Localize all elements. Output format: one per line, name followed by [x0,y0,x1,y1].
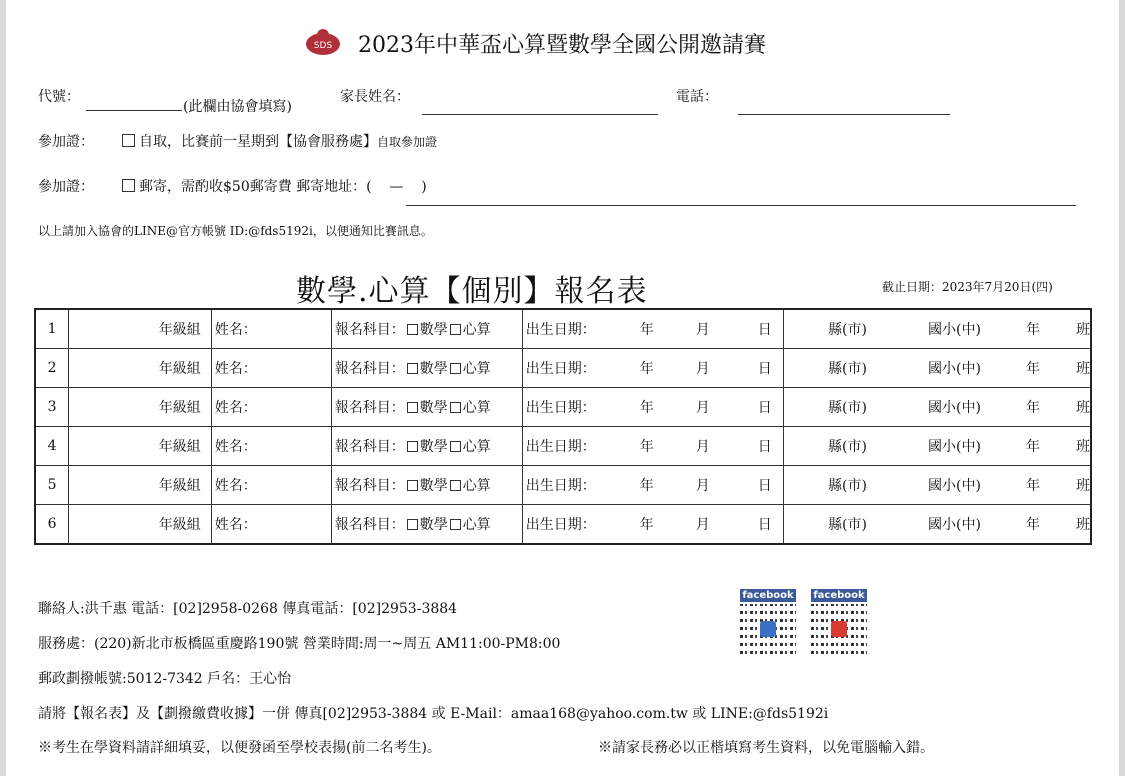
school-cell[interactable]: 縣(市) 國小(中) 年 班 [784,388,1092,427]
subject-cell: 報名科目： 數學 心算 [331,388,522,427]
parent-name-label: 家長姓名： [340,89,410,105]
table-row [35,349,1091,388]
row-number: 6 [35,505,69,545]
deadline: 截止日期：2023年7月20日(四) [882,280,1053,294]
contact-info: 聯絡人:洪千惠 電話：[02]2958-0268 傳真電話：[02]2953-3884 [38,601,458,617]
math-checkbox[interactable] [407,480,418,491]
school-cell[interactable]: 縣(市) 國小(中) 年 班 [784,309,1092,349]
row-number: 3 [35,388,69,427]
office-info: 服務處：(220)新北市板橋區重慶路190號 營業時間:周一~周五 AM11:00-PM8:00 [38,636,561,652]
grade-group-cell[interactable]: 年級組 [69,427,212,466]
math-checkbox[interactable] [407,324,418,335]
phone-label: 電話： [676,89,718,105]
row-number: 2 [35,349,69,388]
student-name-cell[interactable]: 姓名： [211,466,331,505]
registration-table [34,308,1092,545]
pass-mail-label: 參加證： [38,179,94,195]
line-notice: 以上請加入協會的LINE@官方帳號 ID:@fds5192i，以便通知比賽訊息。 [38,224,433,238]
birth-date-cell[interactable]: 出生日期： 年 月 日 [522,309,783,349]
table-row [35,427,1091,466]
pass-pickup-option[interactable]: 自取，比賽前一星期到【協會服務處】自取參加證 [122,131,437,151]
table-row [35,309,1091,349]
svg-text:SDS: SDS [313,41,333,51]
row-number: 5 [35,466,69,505]
grade-group-cell[interactable]: 年級組 [69,349,212,388]
table-row [35,466,1091,505]
math-checkbox[interactable] [407,441,418,452]
submit-info: 請將【報名表】及【劃撥繳費收據】一併 傳真[02]2953-3884 或 E-Mail：amaa168@yahoo.com.tw 或 LINE:@fds5192i [38,706,829,722]
mental-checkbox[interactable] [450,402,461,413]
row-number: 1 [35,309,69,349]
subject-cell: 報名科目： 數學 心算 [331,427,522,466]
subject-cell: 報名科目： 數學 心算 [331,505,522,545]
row-number: 4 [35,427,69,466]
grade-group-cell[interactable]: 年級組 [69,309,212,349]
student-name-cell[interactable]: 姓名： [211,505,331,545]
mail-address-field[interactable] [406,205,1076,206]
phone-field[interactable] [738,114,950,115]
pass-mail-option[interactable]: 郵寄，需酌收$50郵寄費 郵寄地址：( — ) [122,176,427,196]
student-name-cell[interactable]: 姓名： [211,388,331,427]
note-school: ※考生在學資料請詳細填妥，以便發函至學校表揚(前二名考生)。 [38,740,441,756]
pass-mail-checkbox[interactable] [122,179,135,192]
blue-logo-icon [760,621,776,637]
birth-date-cell[interactable]: 出生日期： 年 月 日 [522,388,783,427]
birth-date-cell[interactable]: 出生日期： 年 月 日 [522,505,783,545]
school-cell[interactable]: 縣(市) 國小(中) 年 班 [784,505,1092,545]
facebook-qr-code-1[interactable]: facebook [740,589,796,657]
account-info: 郵政劃撥帳號:5012-7342 戶名：王心怡 [38,671,292,687]
birth-date-cell[interactable]: 出生日期： 年 月 日 [522,349,783,388]
pass-pickup-checkbox[interactable] [122,134,135,147]
code-label: 代號： [38,89,80,105]
school-cell[interactable]: 縣(市) 國小(中) 年 班 [784,466,1092,505]
pass-pickup-label: 參加證： [38,134,94,150]
student-name-cell[interactable]: 姓名： [211,309,331,349]
table-row [35,505,1091,545]
math-checkbox[interactable] [407,363,418,374]
red-logo-icon [831,621,847,637]
grade-group-cell[interactable]: 年級組 [69,505,212,545]
math-checkbox[interactable] [407,519,418,530]
form-page [6,0,1119,776]
note-parent: ※請家長務必以正楷填寫考生資料，以免電腦輸入錯。 [598,740,934,756]
birth-date-cell[interactable]: 出生日期： 年 月 日 [522,427,783,466]
code-field[interactable] [86,110,182,111]
school-cell[interactable]: 縣(市) 國小(中) 年 班 [784,427,1092,466]
table-row [35,388,1091,427]
mental-checkbox[interactable] [450,519,461,530]
grade-group-cell[interactable]: 年級組 [69,388,212,427]
form-title: 數學.心算【個別】報名表 [296,274,648,309]
student-name-cell[interactable]: 姓名： [211,427,331,466]
subject-cell: 報名科目： 數學 心算 [331,349,522,388]
mental-checkbox[interactable] [450,441,461,452]
facebook-qr-code-2[interactable]: facebook [811,589,867,657]
association-logo-icon [304,26,342,58]
mental-checkbox[interactable] [450,480,461,491]
parent-name-field[interactable] [422,114,658,115]
subject-cell: 報名科目： 數學 心算 [331,309,522,349]
mental-checkbox[interactable] [450,324,461,335]
birth-date-cell[interactable]: 出生日期： 年 月 日 [522,466,783,505]
math-checkbox[interactable] [407,402,418,413]
student-name-cell[interactable]: 姓名： [211,349,331,388]
school-cell[interactable]: 縣(市) 國小(中) 年 班 [784,349,1092,388]
page-title: 2023年中華盃心算暨數學全國公開邀請賽 [358,33,766,58]
mental-checkbox[interactable] [450,363,461,374]
code-note: (此欄由協會填寫) [183,99,292,115]
grade-group-cell[interactable]: 年級組 [69,466,212,505]
subject-cell: 報名科目： 數學 心算 [331,466,522,505]
